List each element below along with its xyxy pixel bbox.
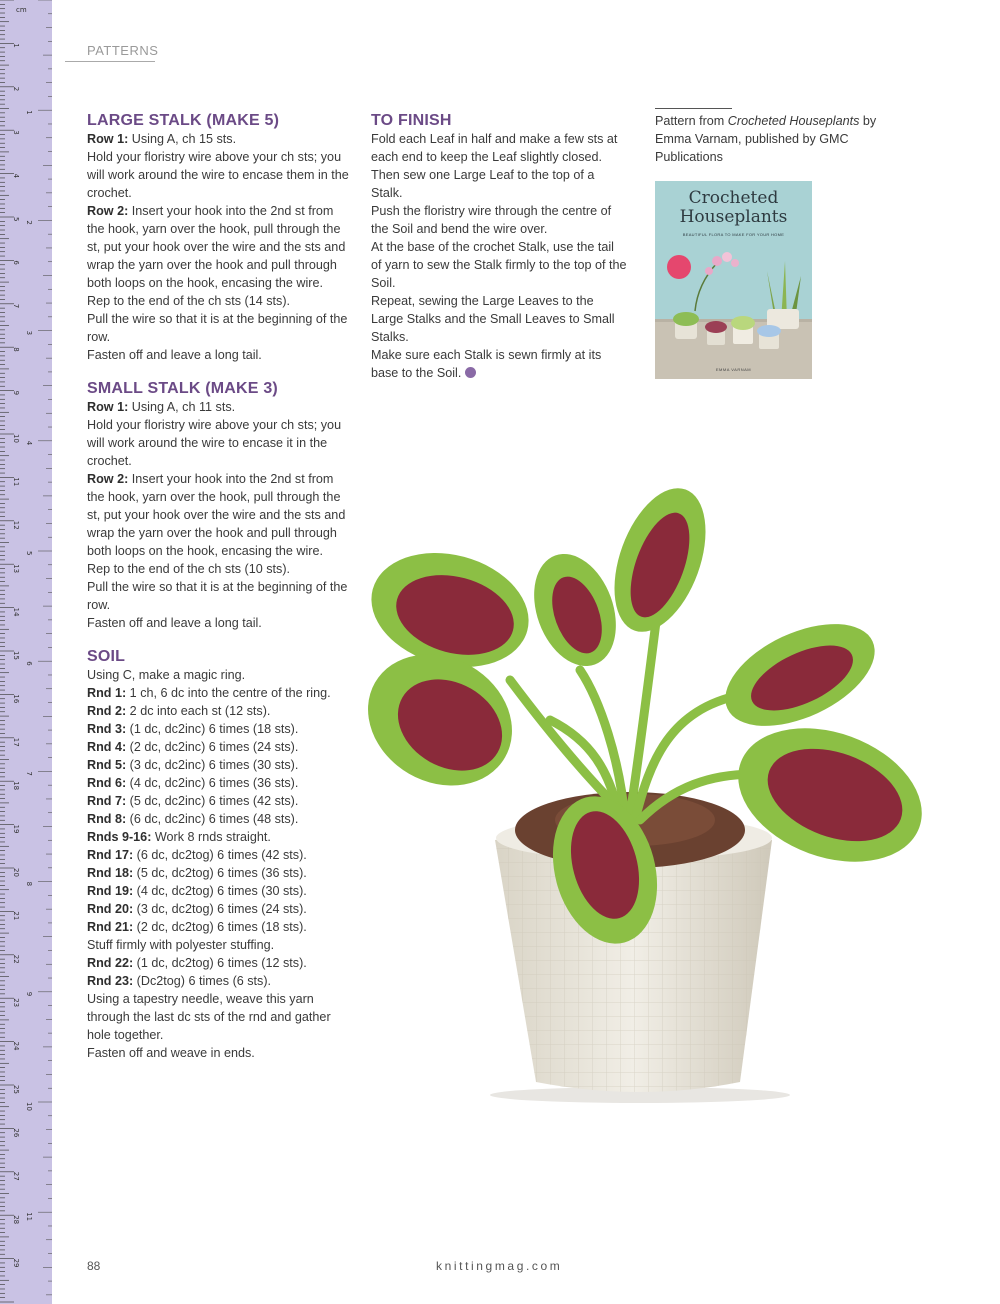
soil-stuff: Stuff firmly with polyester stuffing. bbox=[87, 938, 275, 952]
round-text: (1 dc, dc2inc) 6 times (18 sts). bbox=[126, 722, 299, 736]
soil-rounds-final bbox=[87, 954, 349, 990]
soil-round bbox=[87, 918, 349, 936]
ruler-cm-label: 8 bbox=[12, 347, 20, 352]
round-label: Rnd 18: bbox=[87, 866, 134, 880]
ruler-cm-label: 3 bbox=[12, 130, 20, 135]
crochet-plant-illustration bbox=[340, 470, 960, 1110]
soil-round bbox=[87, 738, 349, 756]
column-middle bbox=[371, 112, 627, 382]
ruler-cm-label: 21 bbox=[12, 911, 20, 921]
ruler-inch-label: 2 bbox=[25, 220, 33, 225]
round-label: Rnd 2: bbox=[87, 704, 127, 718]
crochet-plant-photo bbox=[340, 470, 960, 1115]
large-stalk-p2: Pull the wire so that it is at the beginning of the row. bbox=[87, 312, 348, 344]
round-label: Rnd 1: bbox=[87, 686, 127, 700]
soil-p2: Fasten off and weave in ends. bbox=[87, 1046, 255, 1060]
ruler-cm-label: 13 bbox=[12, 564, 20, 574]
large-stalk-row1 bbox=[87, 130, 349, 148]
book-cover-title bbox=[655, 189, 812, 227]
round-label: Rnd 6: bbox=[87, 776, 127, 790]
ruler-cm-label: 14 bbox=[12, 607, 20, 617]
round-text: (Dc2tog) 6 times (6 sts). bbox=[133, 974, 272, 988]
to-finish-p3: At the base of the crochet Stalk, use the tail of yarn to sew the Stalk firmly to the top of the Soil. bbox=[371, 240, 627, 290]
pattern-credit bbox=[655, 112, 905, 166]
ruler-inch-label: 1 bbox=[25, 110, 33, 115]
small-stalk-p1: Hold your floristry wire above your ch sts; you will work around the wire to encase it in the crochet. bbox=[87, 418, 342, 468]
ruler-unit-label: cm bbox=[16, 6, 27, 14]
soil-p1: Using a tapestry needle, weave this yarn through the last dc sts of the rnd and gather hole together. bbox=[87, 992, 331, 1042]
ruler-cm-label: 22 bbox=[12, 954, 20, 964]
soil-round bbox=[87, 774, 349, 792]
round-label: Rnd 8: bbox=[87, 812, 127, 826]
small-stalk-p3: Fasten off and leave a long tail. bbox=[87, 616, 262, 630]
ruler-ticks bbox=[0, 0, 52, 1304]
round-label: Rnd 22: bbox=[87, 956, 134, 970]
soil-intro: Using C, make a magic ring. bbox=[87, 668, 246, 682]
ruler-cm-label: 25 bbox=[12, 1085, 20, 1094]
round-label: Rnd 21: bbox=[87, 920, 134, 934]
row-label: Row 1: bbox=[87, 400, 129, 414]
to-finish-p1: Fold each Leaf in half and make a few sts at each end to keep the Leaf slightly closed. Then sew one Large Leaf to the top of a Stalk. bbox=[371, 132, 618, 200]
ruler-cm-label: 15 bbox=[12, 651, 20, 660]
round-label: Rnd 3: bbox=[87, 722, 127, 736]
ruler-cm-label: 23 bbox=[12, 998, 20, 1008]
ruler-cm-label: 19 bbox=[12, 824, 20, 834]
book-cover bbox=[655, 181, 812, 379]
large-stalk-p1: Hold your floristry wire above your ch sts; you will work around the wire to encase them in the crochet. bbox=[87, 150, 349, 200]
soil-round bbox=[87, 846, 349, 864]
ruler-cm-label: 20 bbox=[12, 868, 20, 877]
round-label: Rnd 17: bbox=[87, 848, 134, 862]
soil-round bbox=[87, 720, 349, 738]
measuring-ruler bbox=[0, 0, 52, 1304]
round-label: Rnd 7: bbox=[87, 794, 127, 808]
ruler-inch-label: 8 bbox=[25, 881, 33, 887]
ruler-inch-label: 3 bbox=[25, 330, 33, 336]
ruler-inch-label: 11 bbox=[25, 1212, 33, 1222]
section-rule bbox=[65, 61, 155, 62]
round-label: Rnd 19: bbox=[87, 884, 134, 898]
round-text: (4 dc, dc2tog) 6 times (30 sts). bbox=[133, 884, 307, 898]
round-text: (6 dc, dc2inc) 6 times (48 sts). bbox=[126, 812, 299, 826]
small-stalk-row2 bbox=[87, 470, 349, 578]
credit-prefix: Pattern from bbox=[655, 114, 728, 128]
row-label: Row 1: bbox=[87, 132, 129, 146]
ruler-cm-label: 27 bbox=[12, 1171, 20, 1181]
ruler-cm-label: 18 bbox=[12, 781, 20, 791]
round-text: (3 dc, dc2inc) 6 times (30 sts). bbox=[126, 758, 299, 772]
ruler-cm-label: 2 bbox=[12, 86, 20, 92]
small-stalk-row1 bbox=[87, 398, 349, 416]
soil-round bbox=[87, 792, 349, 810]
ruler-cm-label: 1 bbox=[12, 43, 20, 48]
ruler-cm-label: 7 bbox=[12, 303, 20, 309]
round-label: Rnd 5: bbox=[87, 758, 127, 772]
to-finish-p4: Repeat, sewing the Large Leaves to the Large Stalks and the Small Leaves to Small Stalks. bbox=[371, 294, 615, 344]
ruler-cm-label: 5 bbox=[12, 217, 20, 222]
round-label: Rnd 20: bbox=[87, 902, 134, 916]
ruler-inch-label: 9 bbox=[25, 991, 33, 997]
ruler-cm-label: 26 bbox=[12, 1128, 20, 1138]
ruler-cm-label: 4 bbox=[12, 173, 20, 179]
round-text: (5 dc, dc2inc) 6 times (42 sts). bbox=[126, 794, 299, 808]
row-label: Row 2: bbox=[87, 472, 129, 486]
soil-rounds bbox=[87, 684, 349, 936]
ruler-inch-label: 5 bbox=[25, 551, 33, 556]
ruler-cm-label: 12 bbox=[12, 520, 20, 530]
book-cover-author: EMMA VARNAM bbox=[715, 367, 752, 372]
ruler-inch-label: 7 bbox=[25, 771, 33, 776]
ruler-cm-label: 28 bbox=[12, 1215, 20, 1225]
round-text: (3 dc, dc2tog) 6 times (24 sts). bbox=[133, 902, 307, 916]
ruler-cm-label: 11 bbox=[12, 477, 20, 487]
soil-round bbox=[87, 972, 349, 990]
ruler-cm-label: 10 bbox=[12, 434, 20, 443]
website-url: knittingmag.com bbox=[436, 1259, 563, 1273]
soil-round bbox=[87, 864, 349, 882]
ruler-cm-label: 17 bbox=[12, 737, 20, 747]
round-text: (2 dc, dc2tog) 6 times (18 sts). bbox=[133, 920, 307, 934]
small-stalk-heading: SMALL STALK (MAKE 3) bbox=[87, 380, 278, 397]
soil-round bbox=[87, 882, 349, 900]
round-label: Rnds 9-16: bbox=[87, 830, 152, 844]
to-finish-p5 bbox=[371, 346, 627, 382]
round-text: (6 dc, dc2tog) 6 times (42 sts). bbox=[133, 848, 307, 862]
row-text: Insert your hook into the 2nd st from the hook, yarn over the hook, pull through the st, put your hook over the wire and the sts and wrap the yarn over the hook and pull through both loops on the hook, encasing the wire. Rep to the end of the ch sts (10 sts). bbox=[87, 472, 346, 576]
round-text: 2 dc into each st (12 sts). bbox=[126, 704, 271, 718]
yarn-ball-end-icon bbox=[465, 367, 476, 378]
ruler-cm-label: 24 bbox=[12, 1041, 20, 1051]
page-number: 88 bbox=[87, 1259, 101, 1273]
column-left bbox=[87, 112, 349, 1062]
round-text: (5 dc, dc2tog) 6 times (36 sts). bbox=[133, 866, 307, 880]
soil-round bbox=[87, 810, 349, 828]
round-text: (2 dc, dc2inc) 6 times (24 sts). bbox=[126, 740, 299, 754]
to-finish-heading: TO FINISH bbox=[371, 112, 452, 129]
section-label: PATTERNS bbox=[87, 43, 159, 58]
book-title-line2: Houseplants bbox=[679, 207, 788, 227]
round-text: Work 8 rnds straight. bbox=[151, 830, 271, 844]
ruler-cm-label: 9 bbox=[12, 390, 20, 396]
row-label: Row 2: bbox=[87, 204, 129, 218]
ruler-inch-label: 10 bbox=[25, 1102, 33, 1111]
round-text: (4 dc, dc2inc) 6 times (36 sts). bbox=[126, 776, 299, 790]
soil-round bbox=[87, 702, 349, 720]
credit-book-title: Crocheted Houseplants bbox=[727, 114, 860, 128]
row-text: Insert your hook into the 2nd st from the hook, yarn over the hook, pull through the st, put your hook over the wire and the sts and wrap the yarn over the hook and pull through both loops on the hook, encasing the wire. Rep to the end of the ch sts (14 sts). bbox=[87, 204, 346, 308]
ruler-inch-label: 4 bbox=[25, 440, 33, 446]
soil-round bbox=[87, 954, 349, 972]
to-finish-p5-text: Make sure each Stalk is sewn firmly at its base to the Soil. bbox=[371, 348, 602, 380]
row-text: Using A, ch 15 sts. bbox=[128, 132, 237, 146]
ruler-cm-label: 16 bbox=[12, 694, 20, 704]
round-text: 1 ch, 6 dc into the centre of the ring. bbox=[126, 686, 331, 700]
soil-round bbox=[87, 828, 349, 846]
ruler-inch-label: 6 bbox=[25, 661, 33, 666]
small-stalk-p2: Pull the wire so that it is at the beginning of the row. bbox=[87, 580, 348, 612]
to-finish-p2: Push the floristry wire through the centre of the Soil and bend the wire over. bbox=[371, 204, 612, 236]
round-label: Rnd 23: bbox=[87, 974, 134, 988]
credit-rule bbox=[655, 108, 732, 109]
book-title-line1: Crocheted bbox=[688, 188, 779, 208]
round-text: (1 dc, dc2tog) 6 times (12 sts). bbox=[133, 956, 307, 970]
soil-round bbox=[87, 900, 349, 918]
large-stalk-heading: LARGE STALK (MAKE 5) bbox=[87, 112, 280, 129]
soil-round bbox=[87, 684, 349, 702]
large-stalk-p3: Fasten off and leave a long tail. bbox=[87, 348, 262, 362]
soil-round bbox=[87, 756, 349, 774]
soil-heading: SOIL bbox=[87, 648, 126, 665]
row-text: Using A, ch 11 sts. bbox=[128, 400, 236, 414]
large-stalk-row2 bbox=[87, 202, 349, 310]
round-label: Rnd 4: bbox=[87, 740, 127, 754]
credit-suffix: by Emma Varnam, published by GMC Publications bbox=[655, 114, 877, 164]
ruler-cm-label: 29 bbox=[12, 1258, 20, 1268]
ruler-cm-label: 6 bbox=[12, 260, 20, 265]
book-cover-subtitle: BEAUTIFUL FLORA TO MAKE FOR YOUR HOME bbox=[682, 232, 785, 237]
